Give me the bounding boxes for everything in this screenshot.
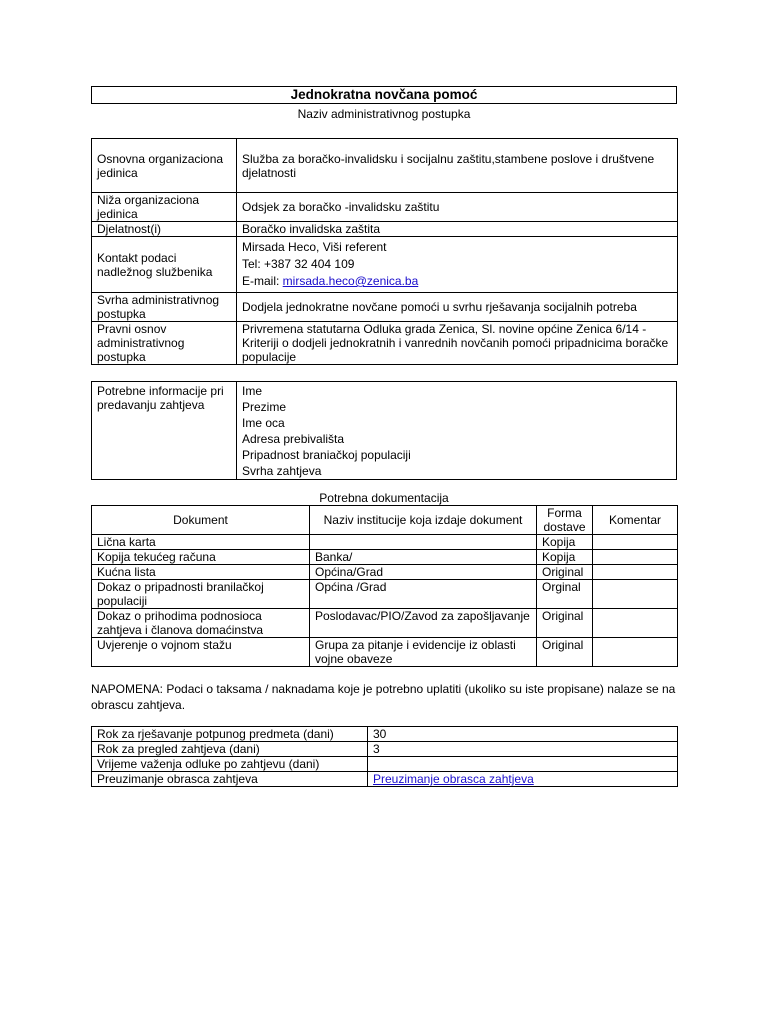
- pravni-value: Privremena statutarna Odluka grada Zenica, Sl. novine općine Zenica 6/14 - Kriteriji o dodjeli jednokratnih i vanrednih novčanih pomoći pripadnicima boračke populacije: [237, 322, 678, 365]
- doc-institution: [310, 535, 537, 550]
- doc-name: Uvjerenje o vojnom stažu: [92, 638, 310, 667]
- doc-comment: [593, 535, 678, 550]
- header-forma: Forma dostave: [537, 506, 593, 535]
- svrha-value: Dodjela jednokratne novčane pomoći u svrhu rješavanja socijalnih potreba: [237, 293, 678, 322]
- pravni-label: Pravni osnov administrativnog postupka: [92, 322, 237, 365]
- required-label: Potrebne informacije pri predavanju zahtjeva: [92, 382, 237, 480]
- form-download-link[interactable]: Preuzimanje obrasca zahtjeva: [373, 772, 534, 786]
- doc-name: Kućna lista: [92, 565, 310, 580]
- table-row: [92, 580, 678, 609]
- table-row: [92, 757, 678, 772]
- table-row: [92, 550, 678, 565]
- table-row: [92, 727, 678, 742]
- procedure-info-table: [91, 138, 678, 365]
- doc-form: Orginal: [537, 580, 593, 609]
- deadlines-table: [91, 726, 678, 787]
- required-info-table: [91, 381, 677, 480]
- required-list: [237, 382, 677, 480]
- list-item: Ime: [242, 384, 263, 398]
- table-row: [92, 565, 678, 580]
- email-link[interactable]: mirsada.heco@zenica.ba: [282, 274, 419, 288]
- niza-label: Niža organizaciona jedinica: [92, 193, 237, 222]
- doc-form: Original: [537, 565, 593, 580]
- kontakt-label: Kontakt podaci nadležnog službenika: [92, 237, 237, 293]
- deadline-label: Vrijeme važenja odluke po zahtjevu (dani): [92, 757, 368, 772]
- svrha-label: Svrha administrativnog postupka: [92, 293, 237, 322]
- doc-institution: Grupa za pitanje i evidencije iz oblasti vojne obaveze: [310, 638, 537, 667]
- doc-institution: Poslodavac/PIO/Zavod za zapošljavanje: [310, 609, 537, 638]
- doc-form: Kopija: [537, 550, 593, 565]
- table-row: [92, 535, 678, 550]
- kontakt-name: Mirsada Heco, Viši referent: [242, 240, 387, 254]
- doc-comment: [593, 609, 678, 638]
- deadline-value: 3: [368, 742, 678, 757]
- doc-form: Original: [537, 638, 593, 667]
- table-row: [92, 772, 678, 787]
- deadline-value: 30: [368, 727, 678, 742]
- doc-comment: [593, 638, 678, 667]
- form-download-cell: [368, 772, 678, 787]
- osnovna-value: Služba za boračko-invalidsku i socijalnu zaštitu,stambene poslove i društvene djelatnosti: [237, 139, 678, 193]
- list-item: Svrha zahtjeva: [242, 464, 322, 478]
- form-download-label: Preuzimanje obrasca zahtjeva: [92, 772, 368, 787]
- deadline-value: [368, 757, 678, 772]
- list-item: Ime oca: [242, 416, 285, 430]
- niza-value: Odsjek za boračko -invalidsku zaštitu: [237, 193, 678, 222]
- doc-institution: Banka/: [310, 550, 537, 565]
- doc-institution: Općina/Grad: [310, 565, 537, 580]
- doc-name: Dokaz o pripadnosti branilačkoj populaciji: [92, 580, 310, 609]
- list-item: Prezime: [242, 400, 287, 414]
- table-row: [92, 742, 678, 757]
- deadline-label: Rok za rješavanje potpunog predmeta (dani): [92, 727, 368, 742]
- email-prefix: E-mail:: [242, 274, 283, 288]
- documents-caption: Potrebna dokumentacija: [319, 491, 449, 505]
- list-item: Pripadnost braniačkoj populaciji: [242, 448, 411, 462]
- kontakt-tel: Tel: +387 32 404 109: [242, 257, 355, 271]
- procedure-subtitle: Naziv administrativnog postupka: [297, 107, 471, 121]
- procedure-title: Jednokratna novčana pomoć: [91, 86, 677, 104]
- deadline-label: Rok za pregled zahtjeva (dani): [92, 742, 368, 757]
- doc-form: Kopija: [537, 535, 593, 550]
- doc-comment: [593, 565, 678, 580]
- kontakt-email-line: [242, 273, 672, 290]
- doc-institution: Općina /Grad: [310, 580, 537, 609]
- list-item: Adresa prebivališta: [242, 432, 345, 446]
- djelatnost-label: Djelatnost(i): [92, 222, 237, 237]
- doc-form: Original: [537, 609, 593, 638]
- doc-comment: [593, 580, 678, 609]
- note-text: NAPOMENA: Podaci o taksama / naknadama koje je potrebno uplatiti (ukoliko su iste propisane) nalaze se na obrascu zahtjeva.: [91, 682, 676, 712]
- documents-table: [91, 505, 678, 667]
- header-dokument: Dokument: [92, 506, 310, 535]
- kontakt-value: [237, 237, 678, 293]
- header-komentar: Komentar: [593, 506, 678, 535]
- table-row: [92, 609, 678, 638]
- header-institucija: Naziv institucije koja izdaje dokument: [310, 506, 537, 535]
- osnovna-label: Osnovna organizaciona jedinica: [92, 139, 237, 193]
- djelatnost-value: Boračko invalidska zaštita: [237, 222, 678, 237]
- document-page: [91, 86, 677, 787]
- doc-name: Lična karta: [92, 535, 310, 550]
- doc-name: Kopija tekućeg računa: [92, 550, 310, 565]
- table-row: [92, 638, 678, 667]
- doc-name: Dokaz o prihodima podnosioca zahtjeva i članova domaćinstva: [92, 609, 310, 638]
- doc-comment: [593, 550, 678, 565]
